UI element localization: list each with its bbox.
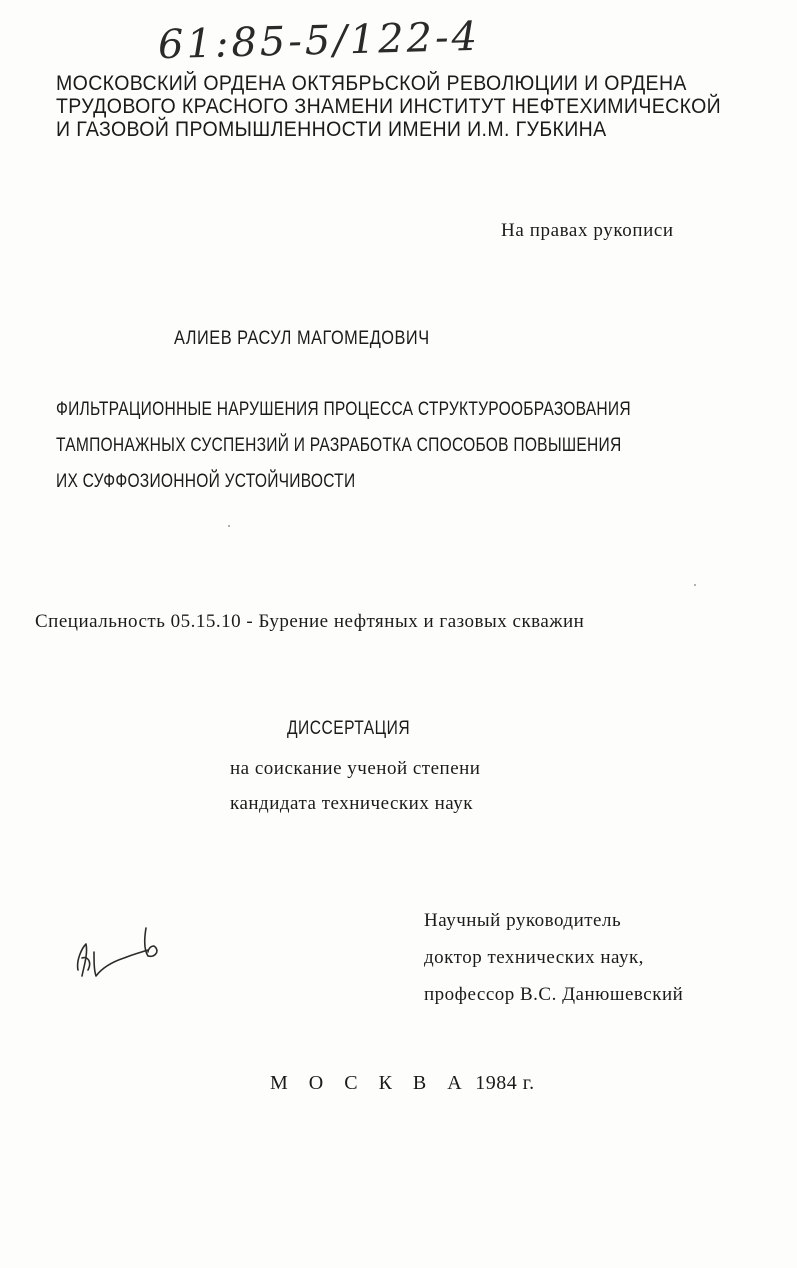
institute-line: ТРУДОВОГО КРАСНОГО ЗНАМЕНИ ИНСТИТУТ НЕФТЕХИМИЧЕСКОЙ: [56, 95, 722, 118]
paper-speck: [694, 584, 696, 586]
title-line: ИХ СУФФОЗИОННОЙ УСТОЙЧИВОСТИ: [56, 471, 356, 492]
advisor-name: профессор В.С. Данюшевский: [424, 984, 684, 1005]
dissertation-title: [56, 392, 631, 500]
signature-mark: [72, 918, 172, 988]
institute-line: МОСКОВСКИЙ ОРДЕНА ОКТЯБРЬСКОЙ РЕВОЛЮЦИИ И ОРДЕНА: [56, 72, 687, 95]
degree-line-1: на соискание ученой степени: [230, 758, 481, 779]
author-name: АЛИЕВ РАСУЛ МАГОМЕДОВИЧ: [174, 328, 430, 349]
advisor-role: Научный руководитель: [424, 910, 622, 931]
title-line: ТАМПОНАЖНЫХ СУСПЕНЗИЙ И РАЗРАБОТКА СПОСОБОВ ПОВЫШЕНИЯ: [56, 435, 622, 456]
city-year: [270, 1072, 535, 1095]
manuscript-rights-note: На правах рукописи: [501, 220, 674, 241]
degree-line-2: кандидата технических наук: [230, 793, 473, 814]
advisor-degree: доктор технических наук,: [424, 947, 644, 968]
city-name: М О С К В А: [270, 1072, 470, 1094]
paper-speck: [228, 525, 230, 527]
year: 1984 г.: [475, 1072, 535, 1094]
institute-name: [56, 72, 721, 141]
institute-line: И ГАЗОВОЙ ПРОМЫШЛЕННОСТИ ИМЕНИ И.М. ГУБКИНА: [56, 118, 607, 141]
title-line: ФИЛЬТРАЦИОННЫЕ НАРУШЕНИЯ ПРОЦЕССА СТРУКТУРООБРАЗОВАНИЯ: [56, 399, 631, 420]
specialty-line: Специальность 05.15.10 - Бурение нефтяных и газовых скважин: [35, 611, 585, 632]
handwritten-archive-code: 61:85-5/122-4: [157, 13, 481, 69]
dissertation-heading: ДИССЕРТАЦИЯ: [287, 718, 411, 739]
scientific-advisor: [424, 902, 683, 1013]
